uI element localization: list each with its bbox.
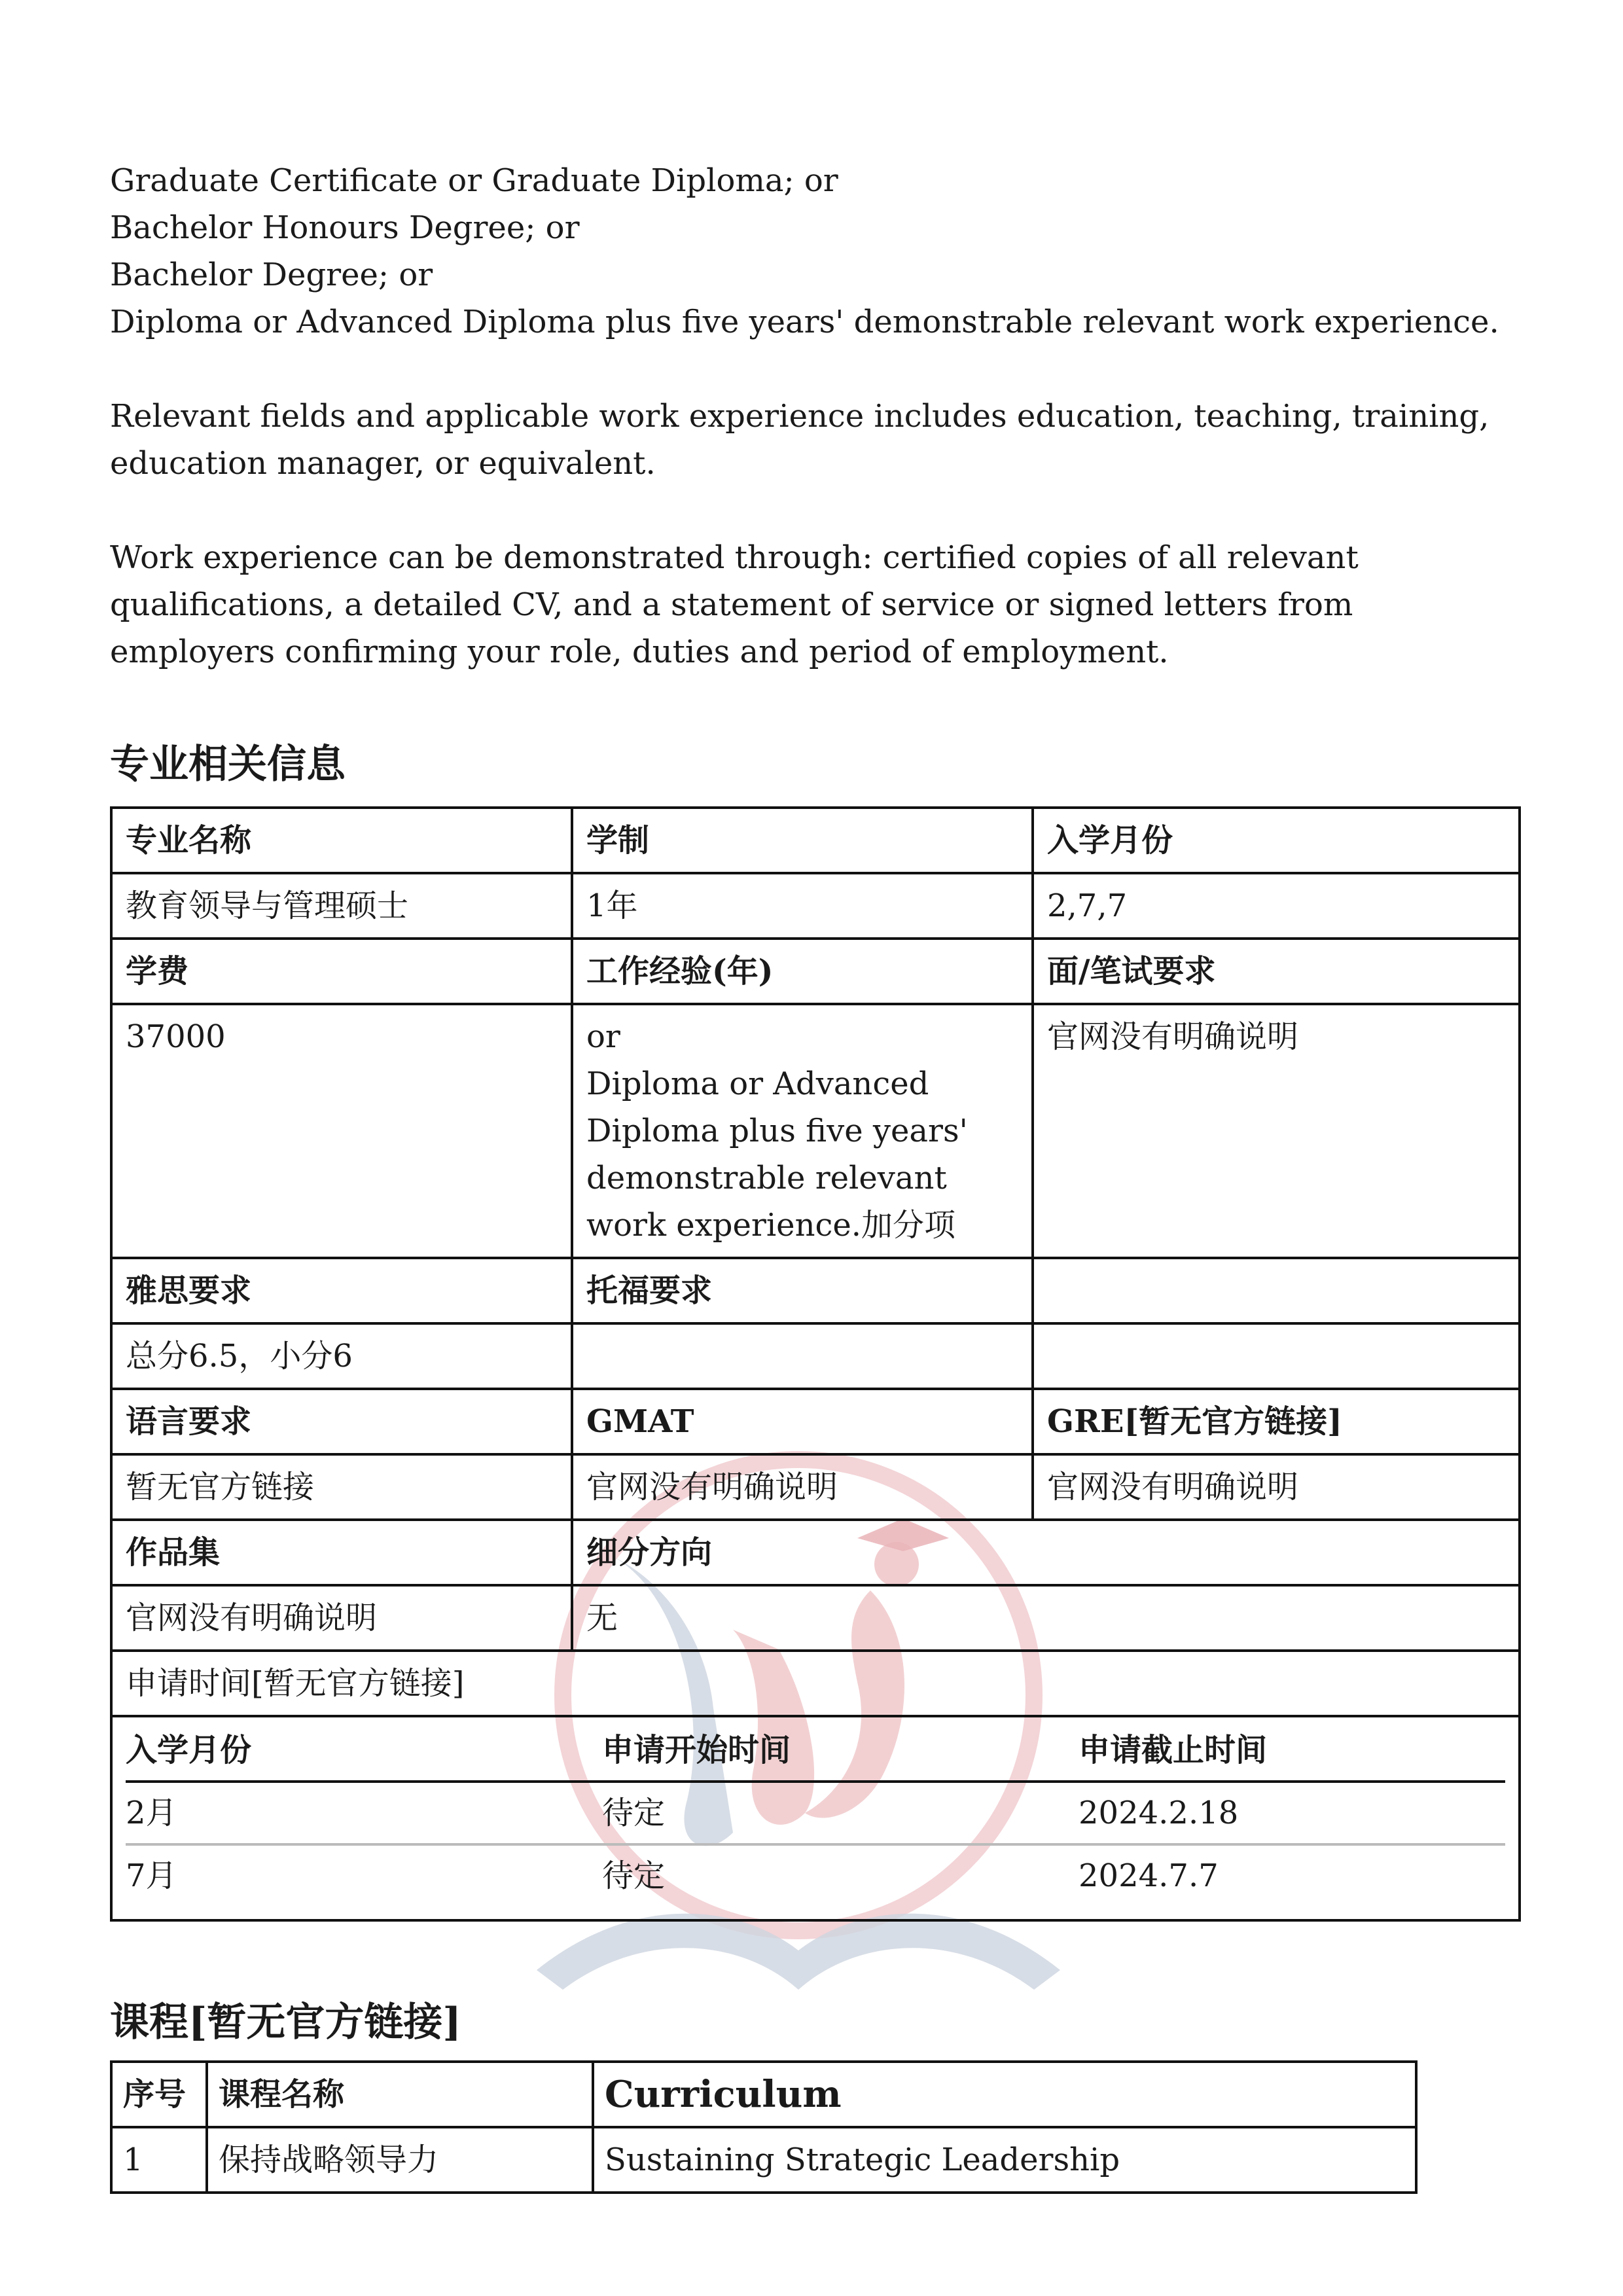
- portfolio-label: 作品集: [111, 1520, 572, 1585]
- major-value: 教育领导与管理硕士: [111, 873, 572, 939]
- tuition-value: 37000: [111, 1004, 572, 1258]
- table-row: [111, 1323, 1520, 1389]
- curriculum-table: [110, 2060, 1418, 2194]
- empty-cell: [1033, 1323, 1520, 1389]
- table-row: [111, 873, 1520, 939]
- application-schedule-table: [126, 1717, 1505, 1906]
- work-line: work experience.加分项: [586, 1207, 956, 1244]
- work-line: or: [586, 1018, 620, 1055]
- program-info-table: [110, 806, 1521, 1922]
- interview-value: 官网没有明确说明: [1033, 1004, 1520, 1258]
- interview-label: 面/笔试要求: [1033, 939, 1520, 1004]
- intake-value: 2,7,7: [1033, 873, 1520, 939]
- schedule-start: 待定: [602, 1782, 1079, 1844]
- table-row: [111, 1004, 1520, 1258]
- schedule-deadline: 2024.2.18: [1079, 1782, 1505, 1844]
- schedule-deadline: 2024.7.7: [1079, 1857, 1219, 1894]
- intro-text: [110, 157, 1517, 723]
- course-name-header: 课程名称: [207, 2062, 593, 2127]
- work-line: demonstrable relevant: [586, 1160, 947, 1196]
- ielts-label: 雅思要求: [111, 1258, 572, 1323]
- table-row: [111, 1520, 1520, 1585]
- curriculum-header: Curriculum: [593, 2062, 1416, 2127]
- duration-value: 1年: [572, 873, 1033, 939]
- section-title-program-info: 专业相关信息: [110, 742, 346, 787]
- table-row: [111, 1258, 1520, 1323]
- course-english-name: Sustaining Strategic Leadership: [593, 2127, 1416, 2193]
- gmat-value: 官网没有明确说明: [572, 1454, 1033, 1520]
- table-row: [126, 1844, 1505, 1906]
- application-schedule-cell: [111, 1716, 1520, 1920]
- work-experience-value: [572, 1004, 1033, 1258]
- schedule-intake: 7月: [126, 1857, 177, 1894]
- application-time-label: 申请时间[暂无官方链接]: [111, 1651, 1520, 1716]
- requirement-line: Bachelor Honours Degree; or: [110, 209, 580, 246]
- ielts-value: 总分6.5，小分6: [111, 1323, 572, 1389]
- work-line: Diploma plus five years': [586, 1113, 968, 1149]
- course-no: 1: [111, 2127, 207, 2193]
- toefl-value: [572, 1323, 1033, 1389]
- language-label: 语言要求: [111, 1389, 572, 1454]
- course-no-header: 序号: [111, 2062, 207, 2127]
- table-row: [111, 1716, 1520, 1920]
- section-title-curriculum: 课程[暂无官方链接]: [110, 2000, 461, 2045]
- requirement-line: Graduate Certificate or Graduate Diploma; or: [110, 162, 838, 199]
- schedule-intake: 2月: [126, 1782, 602, 1844]
- table-row: [111, 1585, 1520, 1651]
- course-name: 保持战略领导力: [207, 2127, 593, 2193]
- direction-value: 无: [572, 1585, 1520, 1651]
- table-row: [111, 2127, 1416, 2193]
- gre-label: GRE[暂无官方链接]: [1033, 1389, 1520, 1454]
- portfolio-value: 官网没有明确说明: [111, 1585, 572, 1651]
- table-row: [111, 939, 1520, 1004]
- work-line: Diploma or Advanced: [586, 1066, 929, 1102]
- schedule-start: 待定: [602, 1857, 666, 1894]
- major-label: 专业名称: [111, 808, 572, 873]
- program-info-table-wrap: [110, 806, 1518, 1922]
- table-row: [126, 1717, 1505, 1782]
- gre-value: 官网没有明确说明: [1033, 1454, 1520, 1520]
- empty-cell: [1033, 1258, 1520, 1323]
- duration-label: 学制: [572, 808, 1033, 873]
- table-row: [111, 1454, 1520, 1520]
- requirement-line: Diploma or Advanced Diploma plus five years' demonstrable relevant work experience.: [110, 304, 1499, 340]
- table-row: [111, 2062, 1416, 2127]
- requirement-line: Bachelor Degree; or: [110, 257, 433, 293]
- schedule-header-intake: 入学月份: [126, 1717, 602, 1782]
- schedule-header-start: 申请开始时间: [602, 1717, 1079, 1782]
- toefl-label: 托福要求: [572, 1258, 1033, 1323]
- work-experience-label: 工作经验(年): [572, 939, 1033, 1004]
- table-row: [111, 1389, 1520, 1454]
- direction-label: 细分方向: [572, 1520, 1520, 1585]
- relevant-fields-paragraph: Relevant fields and applicable work experience includes education, teaching, training, education manager, or equivalent.: [110, 398, 1489, 482]
- table-row: [126, 1782, 1505, 1844]
- work-experience-paragraph: Work experience can be demonstrated through: certified copies of all relevant qualifications, a detailed CV, and a statement of service or signed letters from employers confirming your role, duties and period of employment.: [110, 539, 1359, 670]
- curriculum-table-wrap: [110, 2060, 1418, 2194]
- language-value: 暂无官方链接: [111, 1454, 572, 1520]
- entry-requirements-list: [110, 157, 1517, 346]
- schedule-header-deadline: 申请截止时间: [1079, 1717, 1505, 1782]
- gmat-label: GMAT: [572, 1389, 1033, 1454]
- tuition-label: 学费: [111, 939, 572, 1004]
- intake-label: 入学月份: [1033, 808, 1520, 873]
- table-row: [111, 808, 1520, 873]
- table-row: [111, 1651, 1520, 1716]
